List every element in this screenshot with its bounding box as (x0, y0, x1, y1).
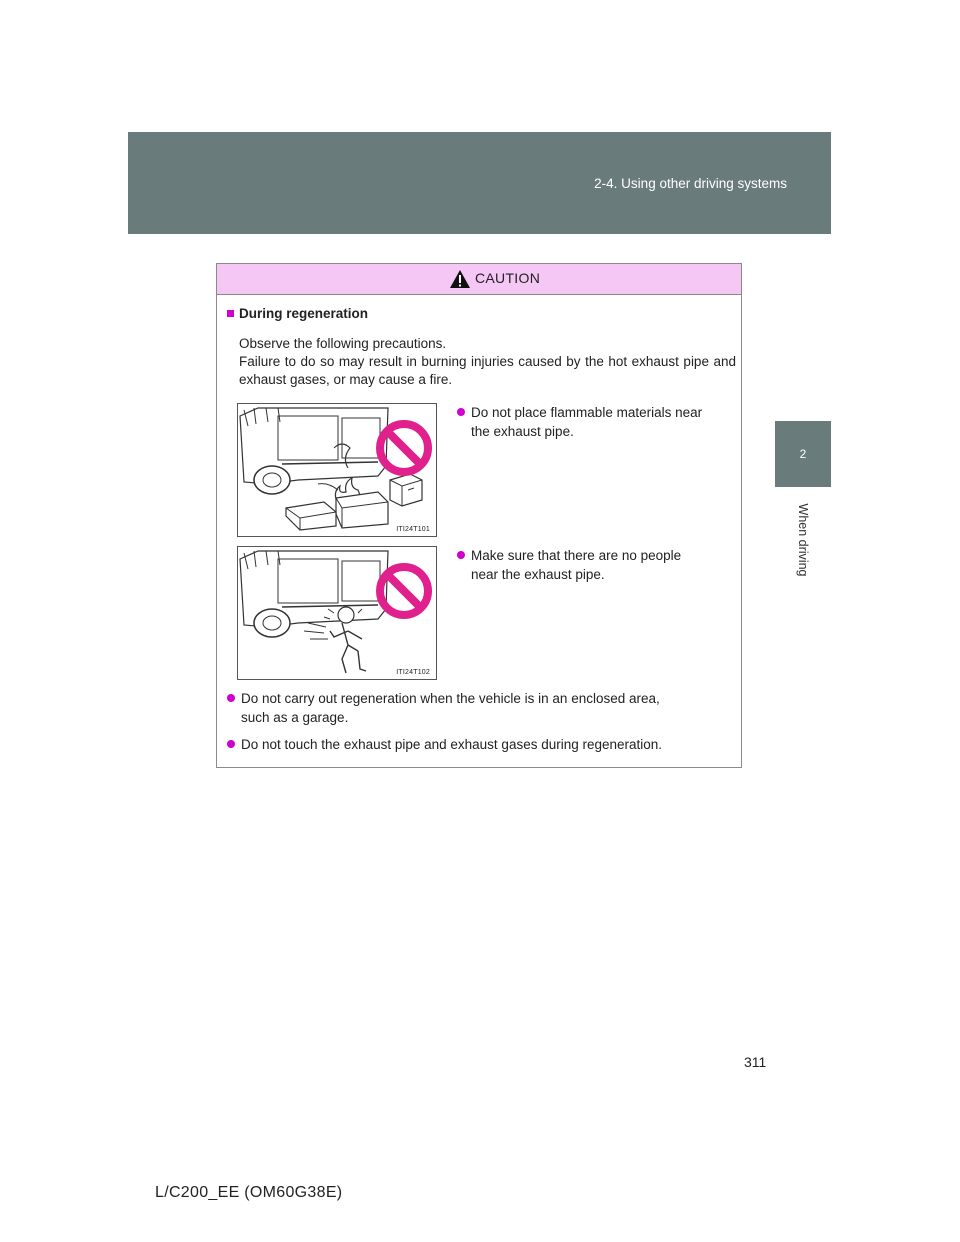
figure-flammable-materials (237, 403, 437, 537)
figure-2-bullet: Make sure that there are no people near the exhaust pipe. (457, 546, 732, 584)
page-header (128, 132, 831, 234)
figure-no-people (237, 546, 437, 680)
intro-line-1: Observe the following precautions. (239, 336, 447, 351)
round-bullet-icon (457, 408, 465, 416)
section-title: 2-4. Using other driving systems (594, 176, 787, 191)
model-code: L/C200_EE (OM60G38E) (155, 1184, 343, 1201)
warning-triangle-icon (449, 269, 471, 289)
figure-1-bullet: Do not place flammable materials near the exhaust pipe. (457, 403, 732, 441)
caution-header (217, 264, 741, 295)
chapter-tab-text: When driving (796, 503, 810, 577)
bullet-do-not-touch: Do not touch the exhaust pipe and exhaust gases during regeneration. (227, 735, 737, 754)
caution-box (216, 263, 742, 768)
caution-title: CAUTION (475, 270, 541, 286)
chapter-tab-number[interactable]: 2 (775, 421, 831, 487)
round-bullet-icon (227, 694, 235, 702)
chapter-tab-label (775, 487, 831, 593)
round-bullet-icon (457, 551, 465, 559)
square-bullet-icon (227, 310, 234, 317)
round-bullet-icon (227, 740, 235, 748)
bullet-enclosed-area: Do not carry out regeneration when the vehicle is in an enclosed area, such as a garage. (227, 689, 737, 727)
figure-code: ITI24T101 (396, 526, 430, 533)
intro-line-2: Failure to do so may result in burning injuries caused by the hot exhaust pipe and exhaust gases, or may cause a fire. (239, 354, 736, 387)
figure-code: ITI24T102 (396, 669, 430, 676)
caution-heading: During regeneration (227, 306, 368, 321)
page-number: 311 (744, 1054, 767, 1070)
